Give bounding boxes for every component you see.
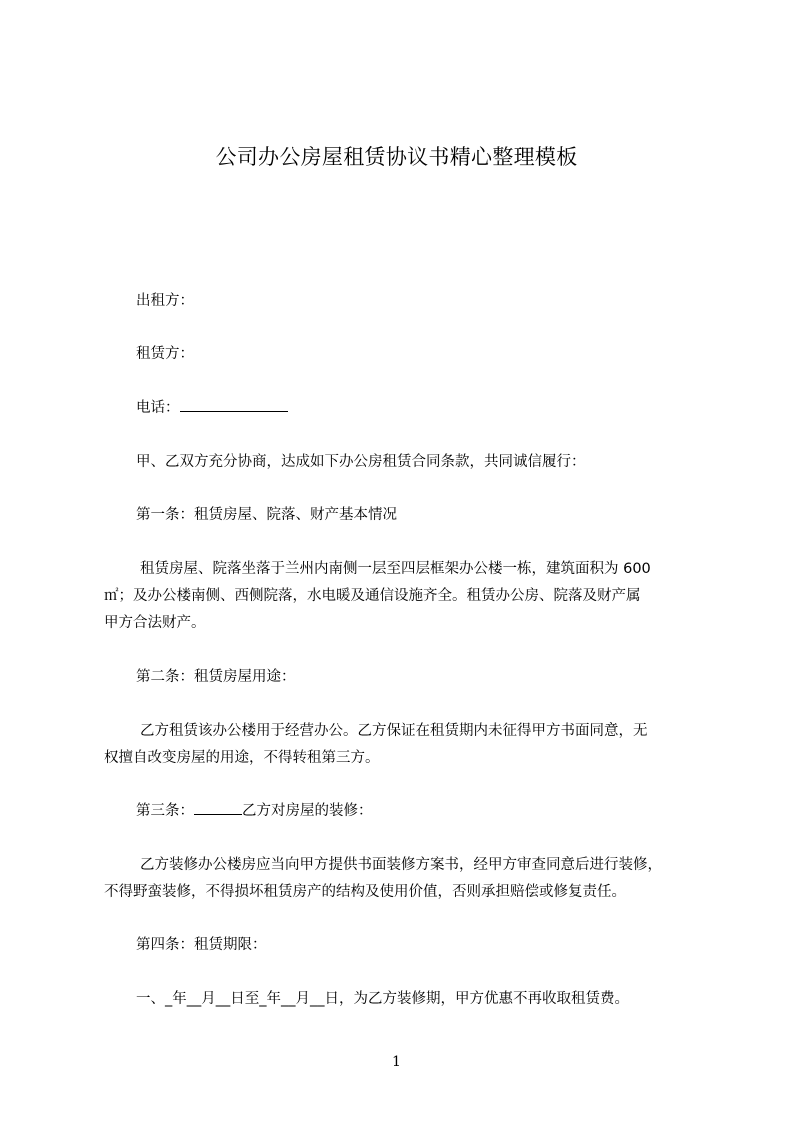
article2-heading: 第二条：租赁房屋用途： [136, 669, 296, 685]
lessor-label: 出租方： [136, 293, 194, 309]
article2-line: 乙方租赁该办公楼用于经营办公。乙方保证在租赁期内未征得甲方书面同意，无 [140, 723, 648, 739]
article3-heading-prefix: 第三条： [136, 803, 194, 819]
article3-body [104, 852, 700, 906]
article3-line: 不得野蛮装修，不得损坏租赁房产的结构及使用价值，否则承担赔偿或修复责任。 [104, 884, 626, 900]
article1-line: 甲方合法财产。 [104, 615, 206, 631]
article1-body [104, 556, 700, 637]
document-title: 公司办公房屋租赁协议书精心整理模板 [215, 145, 578, 169]
lessee-label: 租赁方： [136, 346, 194, 362]
intro-paragraph: 甲、乙双方充分协商，达成如下办公房租赁合同条款，共同诚信履行： [136, 454, 586, 470]
page-number: 1 [392, 1054, 401, 1070]
article4-heading: 第四条：租赁期限： [136, 937, 267, 953]
phone-line [104, 395, 732, 422]
article3-line: 乙方装修办公楼房应当向甲方提供书面装修方案书，经甲方审查同意后进行装修， [140, 857, 662, 873]
article2-body [104, 718, 700, 772]
article3-heading-suffix: 乙方对房屋的装修： [242, 803, 373, 819]
article3-heading [104, 798, 732, 825]
article4-item1: 一、_年__月__日至_年__月__日，为乙方装修期，甲方优惠不再收取租赁费。 [136, 991, 629, 1007]
phone-label: 电话： [136, 400, 180, 416]
phone-blank [180, 397, 288, 412]
article2-line: 权擅自改变房屋的用途，不得转租第三方。 [104, 750, 380, 766]
article3-blank [194, 800, 242, 815]
article1-line: ㎡；及办公楼南侧、西侧院落，水电暖及通信设施齐全。租赁办公房、院落及财产属 [104, 588, 641, 604]
article1-heading: 第一条：租赁房屋、院落、财产基本情况 [136, 507, 397, 523]
article1-line: 租赁房屋、院落坐落于兰州内南侧一层至四层框架办公楼一栋，建筑面积为 600 [140, 561, 651, 577]
